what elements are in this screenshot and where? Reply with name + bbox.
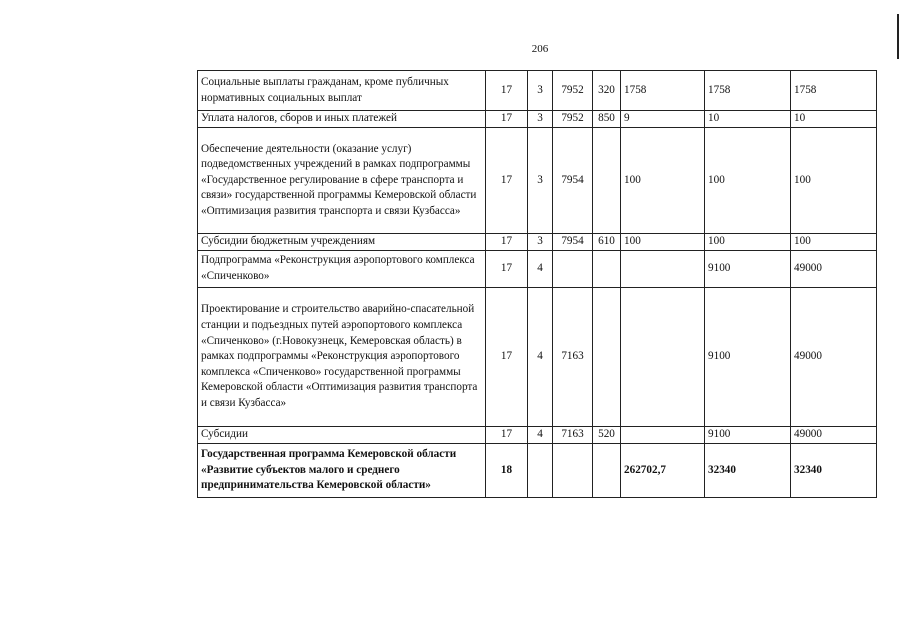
cell-expense-type: 320: [593, 71, 621, 111]
cell-subsection: 4: [528, 251, 553, 288]
table-row: [198, 71, 877, 111]
cell-value-3: 100: [791, 128, 877, 234]
table-row: [198, 444, 877, 498]
row-name: Уплата налогов, сборов и иных платежей: [198, 111, 486, 128]
cell-value-3: 49000: [791, 427, 877, 444]
cell-value-3: 32340: [791, 444, 877, 498]
cell-value-1: 262702,7: [621, 444, 705, 498]
cell-section: 17: [486, 251, 528, 288]
cell-section: 17: [486, 288, 528, 427]
table-row: [198, 251, 877, 288]
cell-target-article: 7952: [553, 71, 593, 111]
cell-subsection: 3: [528, 234, 553, 251]
cell-subsection: 3: [528, 128, 553, 234]
cell-target-article: [553, 251, 593, 288]
cell-target-article: 7163: [553, 427, 593, 444]
cell-expense-type: [593, 444, 621, 498]
cell-value-2: 100: [705, 128, 791, 234]
cell-value-3: 49000: [791, 251, 877, 288]
cell-target-article: 7954: [553, 234, 593, 251]
budget-table: [197, 70, 877, 498]
cell-expense-type: [593, 288, 621, 427]
table-row: [198, 128, 877, 234]
cell-subsection: 3: [528, 71, 553, 111]
row-name: Государственная программа Кемеровской области «Развитие субъектов малого и среднего предпринимательства Кемеровской области»: [198, 444, 486, 498]
cell-target-article: 7952: [553, 111, 593, 128]
cell-value-2: 9100: [705, 427, 791, 444]
cell-section: 17: [486, 71, 528, 111]
cell-value-3: 100: [791, 234, 877, 251]
table-row: [198, 288, 877, 427]
row-name: Субсидии бюджетным учреждениям: [198, 234, 486, 251]
cell-value-2: 10: [705, 111, 791, 128]
cell-value-1: 100: [621, 234, 705, 251]
cell-subsection: 4: [528, 288, 553, 427]
cell-value-2: 100: [705, 234, 791, 251]
cell-value-2: 9100: [705, 251, 791, 288]
cell-value-1: [621, 427, 705, 444]
cell-value-1: [621, 251, 705, 288]
cell-value-2: 32340: [705, 444, 791, 498]
row-name: Подпрограмма «Реконструкция аэропортового комплекса «Спиченково»: [198, 251, 486, 288]
table-row: [198, 427, 877, 444]
table-row: [198, 234, 877, 251]
cell-value-3: 49000: [791, 288, 877, 427]
cell-subsection: [528, 444, 553, 498]
cell-expense-type: 850: [593, 111, 621, 128]
row-name: Социальные выплаты гражданам, кроме публичных нормативных социальных выплат: [198, 71, 486, 111]
row-name: Обеспечение деятельности (оказание услуг) подведомственных учреждений в рамках подпрограммы «Государственное регулирование в сфере транспорта и связи» государственной программы Кемеровской области «Оптимизация развития транспорта и связи Кузбасса»: [198, 128, 486, 234]
page-edge-mark: [897, 14, 899, 59]
cell-target-article: 7163: [553, 288, 593, 427]
cell-section: 18: [486, 444, 528, 498]
cell-expense-type: 610: [593, 234, 621, 251]
cell-value-1: [621, 288, 705, 427]
cell-value-3: 10: [791, 111, 877, 128]
cell-value-1: 100: [621, 128, 705, 234]
table-row: [198, 111, 877, 128]
row-name: Проектирование и строительство аварийно-спасательной станции и подъездных путей аэропортового комплекса «Спиченково» (г.Новокузнецк, Кемеровская область) в рамках подпрограммы «Реконструкция аэропортового комплекса «Спиченково» государственной программы Кемеровской области «Оптимизация развития транспорта и связи Кузбасса»: [198, 288, 486, 427]
cell-section: 17: [486, 128, 528, 234]
cell-subsection: 3: [528, 111, 553, 128]
cell-value-1: 9: [621, 111, 705, 128]
cell-section: 17: [486, 234, 528, 251]
cell-section: 17: [486, 427, 528, 444]
cell-expense-type: [593, 128, 621, 234]
cell-value-3: 1758: [791, 71, 877, 111]
cell-expense-type: 520: [593, 427, 621, 444]
page-number: 206: [531, 43, 549, 55]
cell-value-2: 1758: [705, 71, 791, 111]
cell-subsection: 4: [528, 427, 553, 444]
cell-value-2: 9100: [705, 288, 791, 427]
cell-section: 17: [486, 111, 528, 128]
cell-expense-type: [593, 251, 621, 288]
cell-value-1: 1758: [621, 71, 705, 111]
cell-target-article: [553, 444, 593, 498]
cell-target-article: 7954: [553, 128, 593, 234]
row-name: Субсидии: [198, 427, 486, 444]
